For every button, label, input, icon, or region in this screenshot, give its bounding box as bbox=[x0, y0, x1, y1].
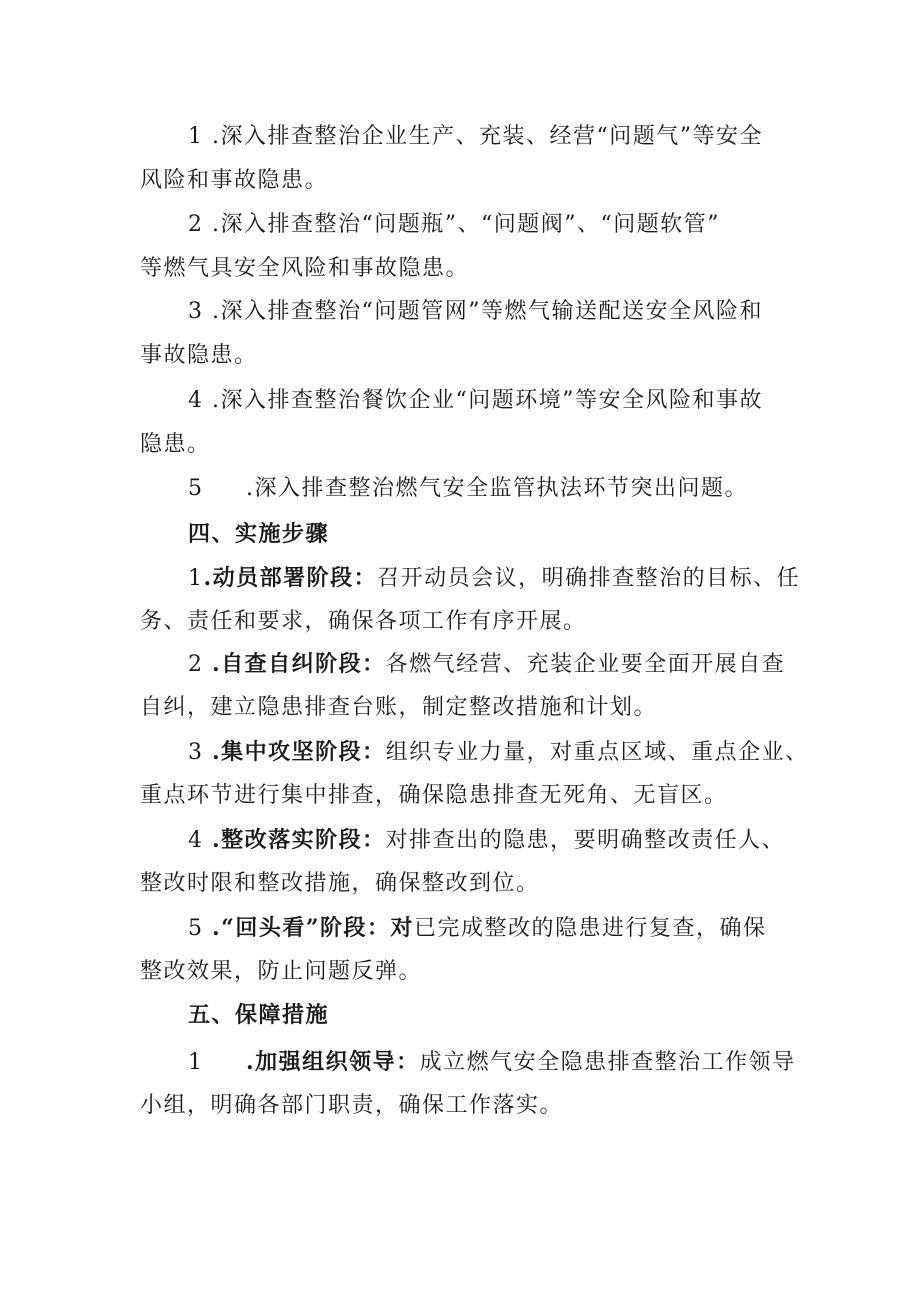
item-label: .集中攻坚阶段： bbox=[212, 739, 386, 765]
list-item bbox=[140, 115, 800, 203]
list-item bbox=[140, 467, 800, 511]
item-text: 对排查出的隐患，要明确整改责任人、 bbox=[385, 828, 786, 853]
section-heading: 五、保障措施 bbox=[188, 1002, 330, 1028]
list-item bbox=[140, 1040, 800, 1128]
item-text: 召开动员会议，明确排查整治的目标、任 bbox=[377, 566, 801, 591]
list-item bbox=[140, 556, 800, 644]
item-text: .深入排查整治餐饮企业“问题环境”等安全风险和事故 bbox=[212, 388, 763, 413]
item-text-continued: 事故隐患。 bbox=[140, 343, 258, 368]
item-text: .深入排查整治“问题瓶”、“问题阀”、“问题软管” bbox=[212, 212, 720, 237]
item-text: 各燃气经营、充装企业要全面开展自查 bbox=[385, 652, 786, 677]
item-number: 1 bbox=[188, 124, 204, 149]
section-heading: 四、实施步骤 bbox=[188, 521, 330, 547]
item-label: .加强组织领导： bbox=[246, 1049, 420, 1075]
item-number: 3 bbox=[188, 299, 204, 324]
item-text: 成立燃气安全隐患排查整治工作领导 bbox=[419, 1050, 796, 1075]
item-text: .深入排查整治燃气安全监管执法环节突出问题。 bbox=[246, 476, 748, 501]
list-item bbox=[140, 290, 800, 378]
item-text-continued: 小组，明确各部门职责，确保工作落实。 bbox=[140, 1093, 564, 1118]
item-label: .“回头看”阶段：对 bbox=[212, 915, 414, 941]
item-text-continued: 风险和事故隐患。 bbox=[140, 168, 329, 193]
list-item bbox=[140, 642, 800, 730]
item-text: .深入排查整治企业生产、充装、经营“问题气”等安全 bbox=[212, 124, 763, 149]
item-text-continued: 务、责任和要求，确保各项工作有序开展。 bbox=[140, 609, 587, 634]
item-number: 4 bbox=[188, 828, 204, 853]
item-text: 已完成整改的隐患进行复查，确保 bbox=[413, 916, 767, 941]
item-number: 2 bbox=[188, 212, 204, 237]
list-item bbox=[140, 203, 800, 291]
item-number: 4 bbox=[188, 388, 204, 413]
item-number: 3 bbox=[188, 740, 204, 765]
item-label: .自查自纠阶段： bbox=[212, 651, 386, 677]
item-text-continued: 整改时限和整改措施，确保整改到位。 bbox=[140, 871, 540, 896]
item-text: 组织专业力量，对重点区域、重点企业、 bbox=[385, 740, 809, 765]
item-text-continued: 等燃气具安全风险和事故隐患。 bbox=[140, 256, 470, 281]
list-item bbox=[140, 730, 809, 818]
item-number: 5 bbox=[188, 476, 204, 501]
item-number: 2 bbox=[188, 652, 204, 677]
item-text-continued: 隐患。 bbox=[140, 432, 211, 457]
item-text: .深入排查整治“问题管网”等燃气输送配送安全风险和 bbox=[212, 299, 763, 324]
item-text-continued: 重点环节进行集中排查，确保隐患排查无死角、无盲区。 bbox=[140, 783, 728, 808]
list-item bbox=[140, 818, 800, 906]
item-label: .整改落实阶段： bbox=[212, 827, 386, 853]
item-number: 1 bbox=[188, 1050, 204, 1075]
item-text-continued: 整改效果，防止问题反弹。 bbox=[140, 959, 423, 984]
list-item bbox=[140, 906, 800, 994]
item-text-continued: 自纠，建立隐患排查台账，制定整改措施和计划。 bbox=[140, 695, 658, 720]
item-number: 1 bbox=[188, 566, 204, 591]
item-label: .动员部署阶段： bbox=[203, 565, 378, 591]
list-item bbox=[140, 379, 800, 467]
item-number: 5 bbox=[188, 916, 204, 941]
